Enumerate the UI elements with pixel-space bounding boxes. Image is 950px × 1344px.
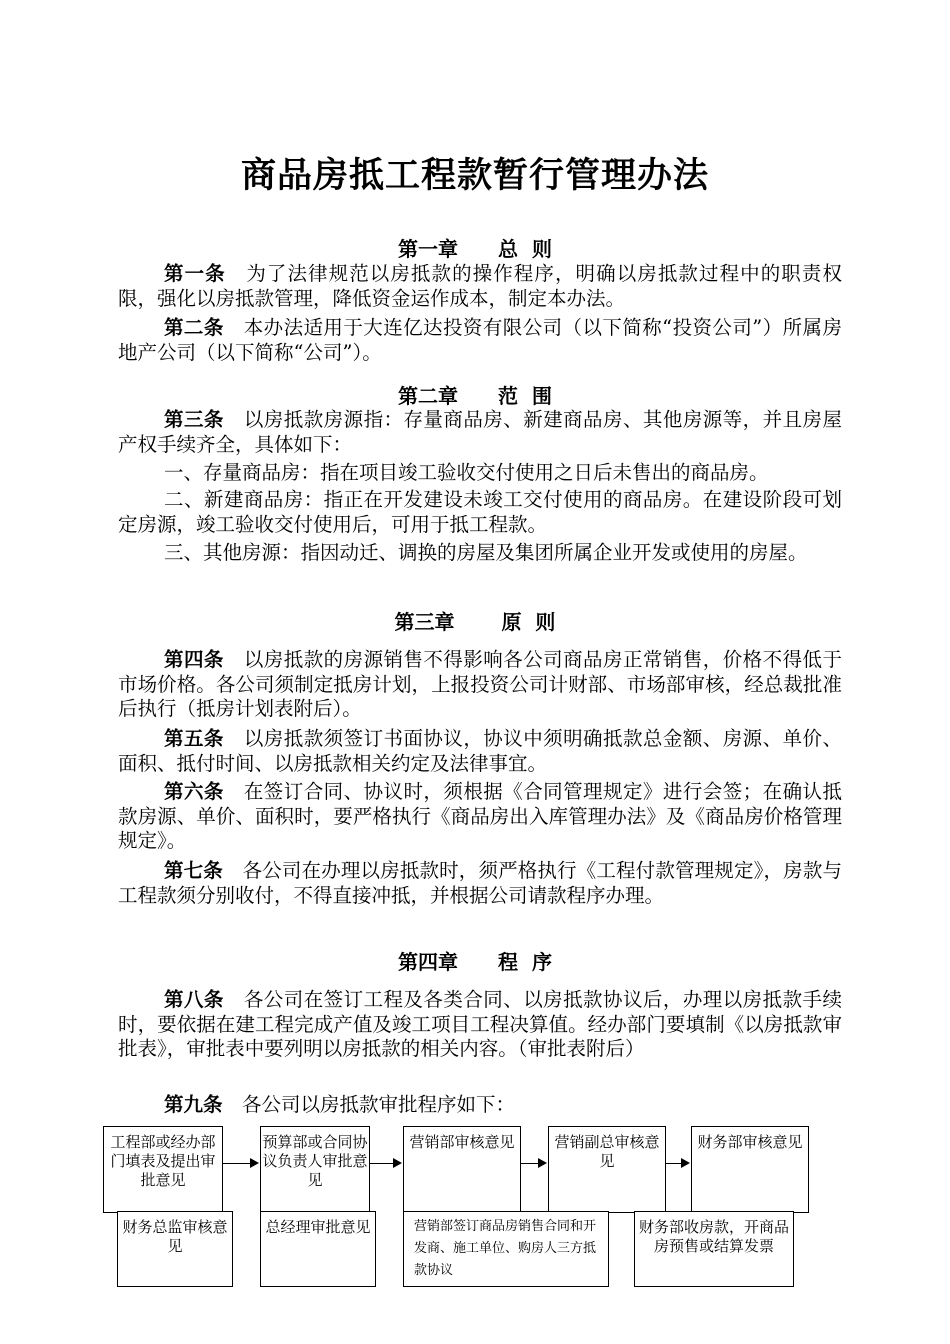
article-label: 第二条	[164, 316, 224, 339]
flow-step-budget-review: 预算部或合同协议负责人审批意见	[260, 1126, 370, 1213]
article-label: 第四条	[164, 648, 224, 671]
article-text: 为了法律规范以房抵款的操作程序，明确以房抵款过程中的职责权限，强化以房抵款管理，降低资金运作成本，制定本办法。	[118, 262, 842, 310]
flow-step-sign-agreement: 营销部签订商品房销售合同和开发商、施工单位、购房人三方抵款协议	[403, 1211, 609, 1287]
chapter-2-heading: 第二章 范 围	[398, 384, 552, 408]
chapter-1-heading: 第一章 总 则	[398, 237, 552, 261]
flow-step-marketing-review: 营销部审核意见	[403, 1126, 521, 1213]
flow-step-gm-approval: 总经理审批意见	[260, 1211, 376, 1287]
chapter-4-heading: 第四章 程 序	[398, 950, 552, 974]
article-text: 在签订合同、协议时，须根据《合同管理规定》进行会签；在确认抵款房源、单价、面积时，要严格执行《商品房出入库管理办法》及《商品房价格管理规定》。	[118, 780, 842, 852]
article-text: 以房抵款房源指：存量商品房、新建商品房、其他房源等，并且房屋产权手续齐全，具体如下：	[118, 408, 842, 456]
article-label: 第三条	[164, 408, 224, 431]
article-text: 各公司在办理以房抵款时，须严格执行《工程付款管理规定》，房款与工程款须分别收付，不得直接冲抵，并根据公司请款程序办理。	[118, 859, 842, 907]
flow-step-vp-review: 营销副总审核意见	[548, 1126, 666, 1213]
flow-arrow	[370, 1163, 400, 1164]
article-label: 第九条	[164, 1093, 223, 1116]
article-text: 各公司在签订工程及各类合同、以房抵款协议后，办理以房抵款手续时，要依据在建工程完成产值及竣工项目工程决算值。经办部门要填制《以房抵款审批表》，审批表中要列明以房抵款的相关内容。（审批表附后）	[118, 988, 842, 1060]
article-label: 第一条	[164, 262, 226, 285]
article-text: 本办法适用于大连亿达投资有限公司（以下简称“投资公司”）所属房地产公司（以下简称“公司”）。	[118, 316, 842, 364]
article-label: 第八条	[164, 988, 224, 1011]
flow-arrow	[223, 1163, 257, 1164]
article-text: 以房抵款的房源销售不得影响各公司商品房正常销售，价格不得低于市场价格。各公司须制定抵房计划，上报投资公司计财部、市场部审核，经总裁批准后执行（抵房计划表附后）。	[118, 648, 842, 720]
chapter-3-heading: 第三章 原 则	[394, 610, 556, 634]
article-text: 以房抵款须签订书面协议，协议中须明确抵款总金额、房源、单价、面积、抵付时间、以房抵款相关约定及法律事宜。	[118, 727, 842, 775]
flow-step-fill-form: 工程部或经办部门填表及提出审批意见	[103, 1126, 223, 1213]
flow-step-collect-payment: 财务部收房款，开商品房预售或结算发票	[634, 1211, 794, 1287]
article-text: 各公司以房抵款审批程序如下：	[242, 1093, 516, 1116]
flow-step-cfo-review: 财务总监审核意见	[117, 1211, 233, 1287]
item-2: 二、新建商品房：指正在开发建设未竣工交付使用的商品房。在建设阶段可划定房源，竣工验收交付使用后，可用于抵工程款。	[118, 488, 842, 536]
document-title: 商品房抵工程款暂行管理办法	[240, 155, 709, 196]
article-label: 第七条	[164, 859, 223, 882]
flow-arrow	[666, 1163, 688, 1164]
article-label: 第六条	[164, 780, 224, 803]
flow-arrow	[521, 1163, 545, 1164]
item-1: 一、存量商品房：指在项目竣工验收交付使用之日后未售出的商品房。	[164, 461, 769, 484]
item-3: 三、其他房源：指因动迁、调换的房屋及集团所属企业开发或使用的房屋。	[164, 541, 808, 564]
article-label: 第五条	[164, 727, 224, 750]
flow-step-finance-review: 财务部审核意见	[691, 1126, 809, 1213]
